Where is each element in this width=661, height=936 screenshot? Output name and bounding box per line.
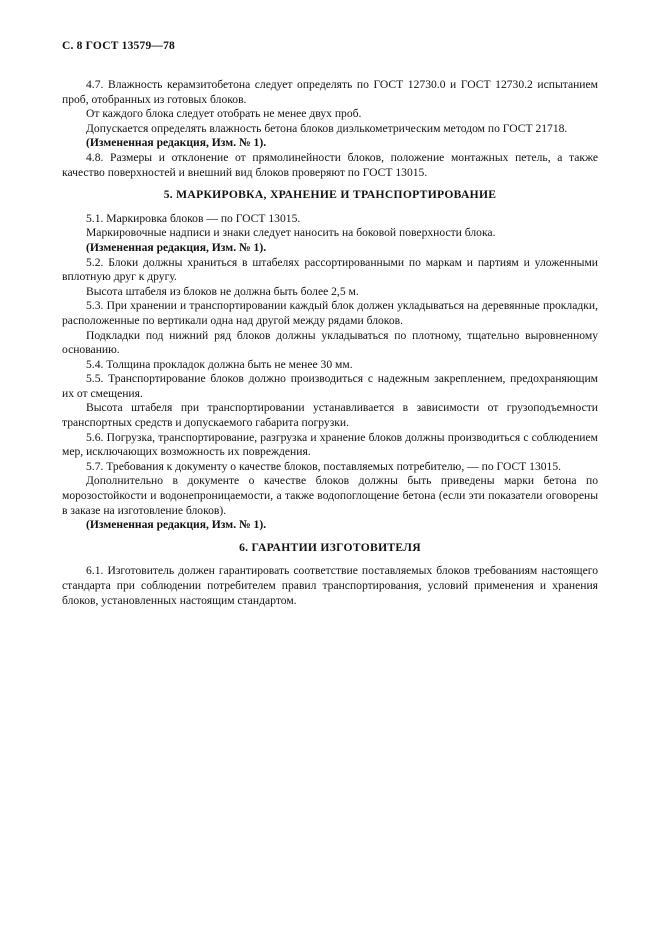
paragraph: Подкладки под нижний ряд блоков должны укладываться по плотному, тщательно выровненному основанию.: [62, 328, 598, 357]
paragraph: Маркировочные надписи и знаки следует наносить на боковой поверхности блока.: [86, 226, 496, 240]
clause-5-1: 5.1. Маркировка блоков — по ГОСТ 13015.: [86, 211, 301, 225]
amendment-note: (Измененная редакция, Изм. № 1).: [86, 240, 267, 254]
clause-5-3: 5.3. При хранении и транспортировании каждый блок должен укладываться на деревянные прокладки, расположенные по вертикали одна над другой между рядами блоков.: [62, 299, 598, 327]
paragraph: Высота штабеля при транспортировании устанавливается в зависимости от грузоподъемности транспортных средств и допускаемого габарита погрузки.: [62, 401, 598, 430]
section-6-title: 6. ГАРАНТИИ ИЗГОТОВИТЕЛЯ: [239, 540, 421, 554]
clause-4-8: 4.8. Размеры и отклонение от прямолинейности блоков, положение монтажных петель, а также качество поверхностей и внешний вид блоков проверяют по ГОСТ 13015.: [62, 150, 598, 179]
paragraph: От каждого блока следует отобрать не менее двух проб.: [86, 107, 362, 121]
clause-5-6: 5.6. Погрузка, транспортирование, разгрузка и хранение блоков должны производиться с соблюдением мер, исключающих возможность их повреждения.: [62, 430, 598, 459]
paragraph: Дополнительно в документе о качестве блоков должны быть приведены марки бетона по морозостойкости и водонепроницаемости, а также водопоглощение бетона (если эти показатели оговорены в заказе на изготовление блоков).: [62, 474, 598, 517]
section-5-title: 5. МАРКИРОВКА, ХРАНЕНИЕ И ТРАНСПОРТИРОВАНИЕ: [163, 188, 497, 202]
clause-5-7: 5.7. Требования к документу о качестве блоков, поставляемых потребителю, — по ГОСТ 13015.: [86, 459, 562, 473]
clause-5-2: 5.2. Блоки должны храниться в штабелях рассортированными по маркам и партиям и уложенными вплотную друг к другу.: [62, 255, 598, 284]
amendment-note: (Измененная редакция, Изм. № 1).: [86, 136, 267, 150]
paragraph: Высота штабеля из блоков не должна быть более 2,5 м.: [86, 284, 359, 298]
document-body: [62, 78, 598, 608]
paragraph: Допускается определять влажность бетона блоков диэлькометрическим методом по ГОСТ 21718.: [86, 121, 568, 135]
amendment-note: (Измененная редакция, Изм. № 1).: [86, 518, 267, 532]
clause-4-7: 4.7. Влажность керамзитобетона следует определять по ГОСТ 12730.0 и ГОСТ 12730.2 испытанием проб, отобранных из готовых блоков.: [62, 78, 598, 106]
clause-5-4: 5.4. Толщина прокладок должна быть не менее 30 мм.: [86, 357, 353, 371]
clause-5-5: 5.5. Транспортирование блоков должно производиться с надежным закреплением, предохраняющим их от смещения.: [62, 372, 598, 400]
clause-6-1: 6.1. Изготовитель должен гарантировать соответствие поставляемых блоков требованиям настоящего стандарта при соблюдении потребителем правил транспортирования, условий применения и хранения блоков, установленных настоящим стандартом.: [62, 564, 598, 607]
page-header: С. 8 ГОСТ 13579—78: [62, 40, 175, 52]
